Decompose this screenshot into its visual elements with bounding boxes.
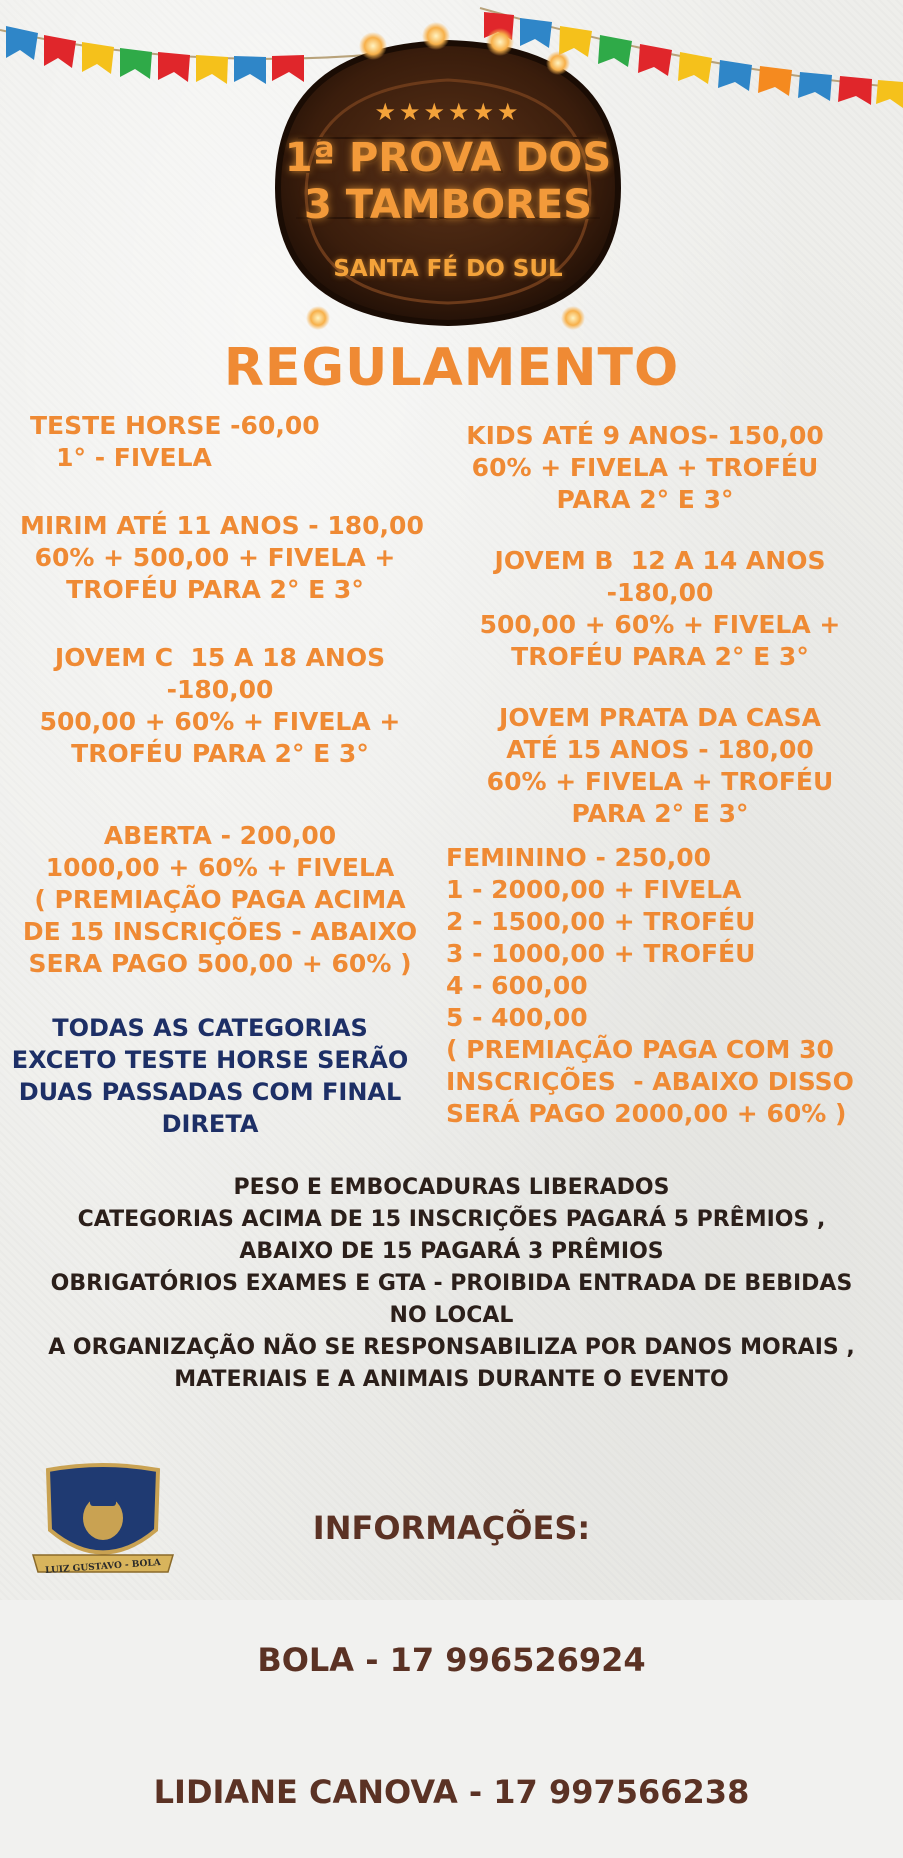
- category-jovem-b: JOVEM B 12 A 14 ANOS -180,00 500,00 + 60% + FIVELA + TROFÉU PARA 2° E 3°: [479, 546, 841, 671]
- sign-city: SANTA FÉ DO SUL: [333, 256, 563, 282]
- sign-title-line2: 3 TAMBORES: [303, 182, 593, 228]
- category-feminino: FEMININO - 250,00 1 - 2000,00 + FIVELA 2 - 1500,00 + TROFÉU 3 - 1000,00 + TROFÉU 4 - 600,00 5 - 400,00 ( PREMIAÇÃO PAGA COM 30 INSCRIÇÕES - ABAIXO DISSO SERÁ PAGO 2000,00 + 60% ): [446, 843, 854, 1128]
- category-jovem-c: JOVEM C 15 A 18 ANOS -180,00 500,00 + 60% + FIVELA + TROFÉU PARA 2° E 3°: [39, 643, 401, 768]
- logo-text: LUIZ GUSTAVO - BOLA: [44, 1557, 162, 1577]
- info-heading: INFORMAÇÕES:: [312, 1509, 591, 1547]
- category-aberta: ABERTA - 200,00 1000,00 + 60% + FIVELA ( PREMIAÇÃO PAGA ACIMA DE 15 INSCRIÇÕES - ABAIXO SERA PAGO 500,00 + 60% ): [22, 821, 418, 978]
- category-teste-horse: TESTE HORSE -60,00 1° - FIVELA: [30, 411, 320, 472]
- sign-text-group: [258, 18, 638, 338]
- general-rules: PESO E EMBOCADURAS LIBERADOS CATEGORIAS ACIMA DE 15 INSCRIÇÕES PAGARÁ 5 PRÊMIOS , ABAIXO DE 15 PAGARÁ 3 PRÊMIOS OBRIGATÓRIOS EXAMES E GTA - PROIBIDA ENTRADA DE BEBIDAS NO LOCAL A ORGANIZAÇÃO NÃO SE RESPONSABILIZA POR DANOS MORAIS , MATERIAIS E A ANIMAIS DURANTE O EVENTO: [48, 1175, 855, 1392]
- category-mirim: MIRIM ATÉ 11 ANOS - 180,00 60% + 500,00 + FIVELA + TROFÉU PARA 2° E 3°: [20, 511, 424, 604]
- info-contact-lidiane: LIDIANE CANOVA - 17 997566238: [153, 1773, 750, 1811]
- sign-stars: ★★★★★★: [374, 98, 522, 126]
- info-contact-bola: BOLA - 17 996526924: [257, 1641, 646, 1679]
- page-title: REGULAMENTO: [223, 338, 680, 398]
- category-kids: KIDS ATÉ 9 ANOS- 150,00 60% + FIVELA + TROFÉU PARA 2° E 3°: [466, 421, 824, 514]
- category-note-all: TODAS AS CATEGORIAS EXCETO TESTE HORSE SERÃO DUAS PASSADAS COM FINAL DIRETA: [11, 1014, 409, 1138]
- sign-title-line1: 1ª PROVA DOS: [284, 135, 612, 181]
- category-jovem-prata: JOVEM PRATA DA CASA ATÉ 15 ANOS - 180,00 60% + FIVELA + TROFÉU PARA 2° E 3°: [486, 703, 834, 828]
